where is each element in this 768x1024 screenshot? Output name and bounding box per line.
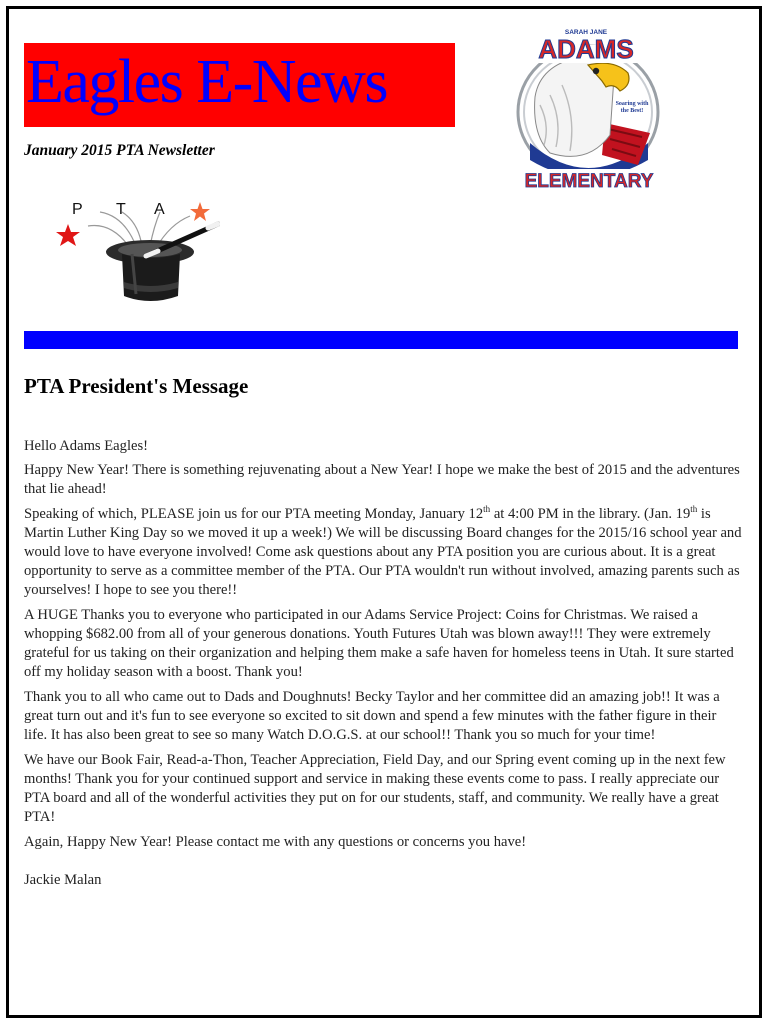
newsletter-subtitle: January 2015 PTA Newsletter	[24, 142, 215, 159]
logo-name-top: ADAMS	[538, 34, 634, 64]
logo-slogan-1: Soaring with	[615, 101, 649, 107]
paragraph-closing: Again, Happy New Year! Please contact me with any questions or concerns you have!	[24, 834, 527, 850]
ordinal-suffix: th	[690, 504, 698, 515]
pta-letter-p: P	[72, 201, 83, 218]
section-heading: PTA President's Message	[24, 374, 249, 398]
paragraph-upcoming-events: We have our Book Fair, Read-a-Thon, Teacher Appreciation, Field Day, and our Spring event coming up in the next few months! Thank you for your continued support and service in making these events come to pass. I really appreciate our PTA board and all of the wonderful activities they put on for our students, staff, and community. We really have a great PTA!	[24, 752, 726, 825]
logo-top-text: SARAH JANE	[564, 29, 608, 36]
meeting-text-c: is Martin Luther King Day so we moved it up a week!) We will be discussing Board changes for the 2015/16 school year and would love to have everyone involved! Come ask questions about any PTA position you are curious about. It is a great opportunity to serve as a committee member of the PTA. Our PTA wouldn't run without involved, amazing parents such as yourselves! I hope to see you there!!	[24, 506, 742, 598]
presidents-message	[24, 437, 742, 896]
masthead-title: Eagles E-News	[26, 48, 387, 116]
paragraph-new-year: Happy New Year! There is something rejuvenating about a New Year! I hope we make the best of 2015 and the adventures that lie ahead!	[24, 462, 740, 497]
red-star-icon	[56, 224, 80, 246]
orange-star-icon	[190, 202, 210, 221]
section-divider	[24, 331, 738, 349]
masthead-banner	[24, 43, 455, 127]
meeting-text-a: Speaking of which, PLEASE join us for our PTA meeting Monday, January 12	[24, 506, 484, 522]
school-logo	[510, 25, 660, 193]
ordinal-suffix: th	[483, 504, 491, 515]
pta-letter-a: A	[154, 201, 165, 218]
signature: Jackie Malan	[24, 872, 102, 888]
pta-letter-t: T	[116, 201, 126, 218]
pta-logo	[50, 190, 220, 308]
meeting-text-b: at 4:00 PM in the library. (Jan. 19	[490, 506, 691, 522]
logo-name-bottom: ELEMENTARY	[524, 171, 654, 192]
paragraph-service-project: A HUGE Thanks you to everyone who participated in our Adams Service Project: Coins for Christmas. We raised a whopping $682.00 from all of your generous donations. Youth Futures Utah was blown away!!! They were extremely grateful for us taking on their organization and helping them make a safe haven for homeless teens in Utah. It sure started off my holiday season with a boost. Thank you!	[24, 607, 734, 680]
paragraph-dads-doughnuts: Thank you to all who came out to Dads and Doughnuts! Becky Taylor and her committee did an amazing job!! It was a great turn out and it's fun to see everyone so excited to sit down and spend a few minutes with the father figure in their life. It has also been great to see so many Watch D.O.G.S. at our school!! Thank you so much for your time!	[24, 689, 720, 743]
paragraph-meeting	[24, 505, 742, 600]
greeting: Hello Adams Eagles!	[24, 438, 149, 454]
logo-slogan-2: the Best!	[620, 108, 644, 114]
